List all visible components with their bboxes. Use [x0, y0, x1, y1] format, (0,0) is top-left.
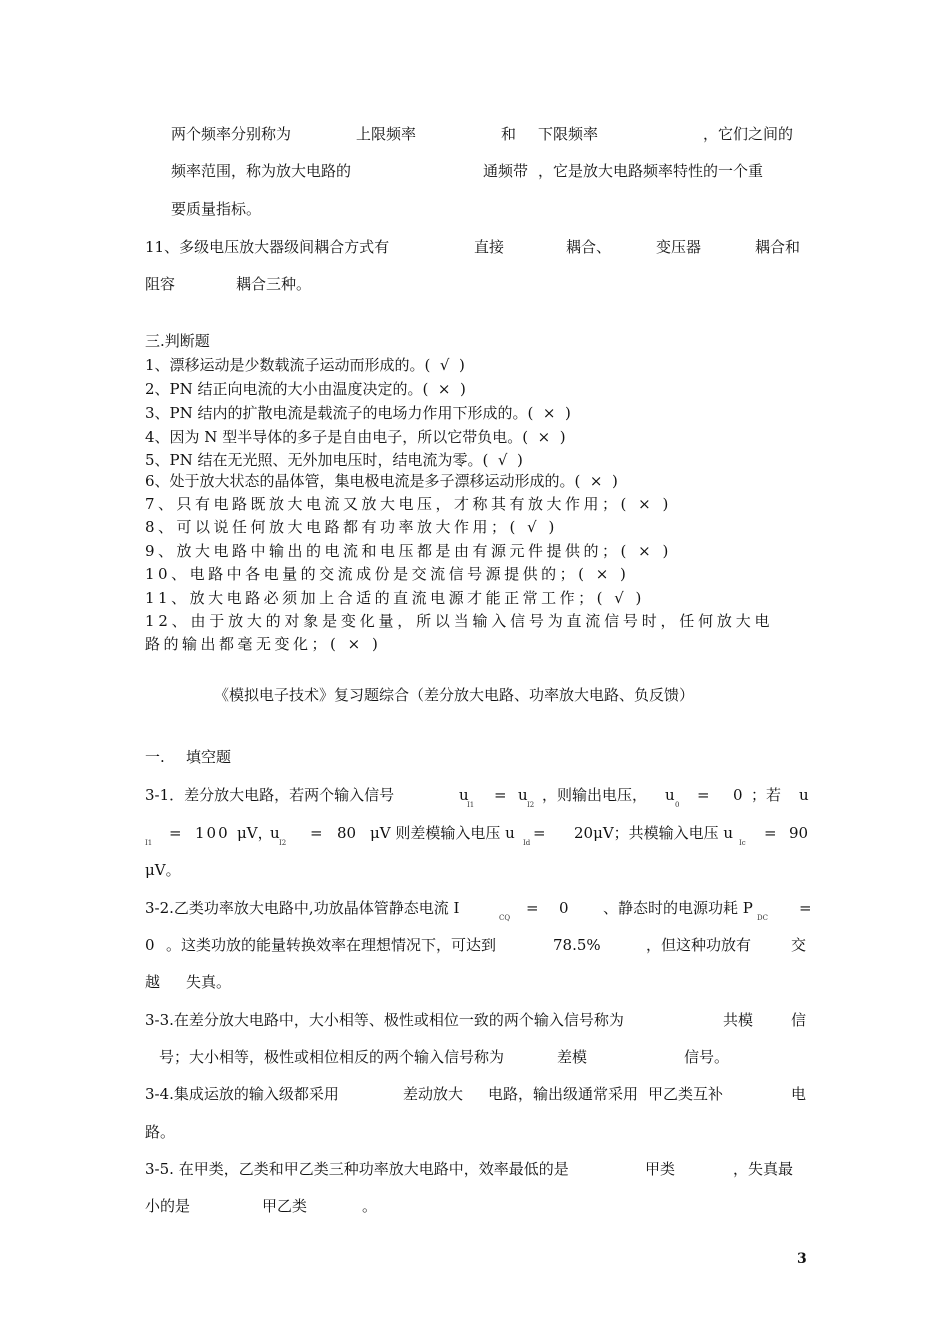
heading-label: 填空题 — [186, 748, 232, 766]
answer-text: 交 — [791, 936, 807, 954]
subscript: Ic — [739, 839, 746, 847]
judge-item: 11、放大电路必须加上合适的直流电源才能正常工作；( √ ) — [145, 589, 645, 607]
var-symbol: u — [665, 786, 675, 804]
subscript: I2 — [527, 801, 535, 809]
text-line: μV。 — [145, 861, 181, 879]
judge-item: 10、电路中各电量的交流成份是交流信号源提供的；( × ) — [145, 565, 630, 583]
judge-item: 1、漂移运动是少数载流子运动而形成的。( √ ) — [145, 356, 465, 374]
answer-text: 甲类 — [645, 1160, 676, 1178]
judge-item: 8、可以说任何放大电路都有功率放大作用；( √ ) — [145, 518, 558, 536]
answer-text: 直接 — [474, 238, 505, 256]
text-line: 两个频率分别称为 — [171, 125, 292, 143]
var-symbol: u — [799, 786, 809, 804]
text-line: μV 则差模输入电压 u — [370, 824, 515, 842]
text-line: 要质量指标。 — [171, 200, 262, 218]
text-line: 电路，输出级通常采用 — [488, 1085, 639, 1103]
heading-number: 一. — [145, 748, 165, 766]
judge-item: 2、PN 结正向电流的大小由温度决定的。( × ) — [145, 380, 466, 398]
answer-text: 共模 — [723, 1011, 754, 1029]
subscript: DC — [757, 914, 768, 922]
text-line: 、静态时的电源功耗 P — [603, 899, 753, 917]
judge-item: 3、PN 结内的扩散电流是载流子的电场力作用下形成的。( × ) — [145, 404, 571, 422]
answer-text: 变压器 — [656, 238, 702, 256]
page-title: 《模拟电子技术》复习题综合（差分放大电路、功率放大电路、负反馈） — [214, 686, 695, 704]
text-line: ，则输出电压， — [542, 786, 648, 804]
judge-item: 9、放大电路中输出的电流和电压都是由有源元件提供的；( × ) — [145, 542, 672, 560]
equals-sign: = — [697, 786, 710, 804]
text-line: 频率范围，称为放大电路的 — [171, 162, 352, 180]
answer-text: 阻容 — [145, 275, 176, 293]
answer-text: 100 — [195, 824, 230, 842]
equals-sign: = — [310, 824, 323, 842]
text-line: ，它是放大电路频率特性的一个重 — [538, 162, 764, 180]
answer-text: 90 — [789, 824, 809, 842]
answer-text: 差动放大 — [403, 1085, 464, 1103]
var-symbol: u — [518, 786, 528, 804]
subscript: 0 — [675, 801, 680, 809]
question-text: 3-4.集成运放的输入级都采用 — [145, 1085, 339, 1103]
judge-item: 12、由于放大的对象是变化量，所以当输入信号为直流信号时，任何放大电 — [145, 612, 774, 630]
answer-text: 0 — [733, 786, 743, 804]
subscript: I1 — [467, 801, 475, 809]
text-line: ；若 — [751, 786, 782, 804]
text-line: 信 — [791, 1011, 807, 1029]
text-line: 耦合、 — [566, 238, 612, 256]
text-line: 。这类功放的能量转换效率在理想情况下，可达到 — [166, 936, 497, 954]
equals-sign: = — [526, 899, 539, 917]
answer-text: 上限频率 — [356, 125, 417, 143]
answer-text: 甲乙类 — [262, 1197, 308, 1215]
judge-item: 路的输出都毫无变化；( × ) — [145, 635, 382, 653]
answer-text: 78.5% — [553, 936, 601, 954]
section-title: 三.判断题 — [145, 332, 210, 350]
answer-text: 通频带 — [483, 162, 529, 180]
answer-text: 失真。 — [186, 973, 232, 991]
question-text: 11、多级电压放大器级间耦合方式有 — [145, 238, 390, 256]
text-line: 和 — [501, 125, 517, 143]
equals-sign: = — [169, 824, 182, 842]
judge-item: 5、PN 结在无光照、无外加电压时，结电流为零。( √ ) — [145, 451, 523, 469]
equals-sign: = — [764, 824, 777, 842]
page-number: 3 — [797, 1251, 807, 1267]
text-line: 号；大小相等，极性或相位相反的两个输入信号称为 — [159, 1048, 505, 1066]
answer-text: 下限频率 — [538, 125, 599, 143]
text-line: ，失真最 — [733, 1160, 794, 1178]
judge-item: 4、因为 N 型半导体的多子是自由电子，所以它带负电。( × ) — [145, 428, 566, 446]
text-line: ，但这种功放有 — [646, 936, 752, 954]
judge-item: 7、只有电路既放大电流又放大电压，才称其有放大作用；( × ) — [145, 495, 672, 513]
question-text: 3-5. 在甲类，乙类和甲乙类三种功率放大电路中，效率最低的是 — [145, 1160, 569, 1178]
text-line: μV， — [237, 824, 273, 842]
text-line: 小的是 — [145, 1197, 191, 1215]
text-line: 耦合和 — [755, 238, 801, 256]
text-line: 。 — [362, 1197, 378, 1215]
question-text: 3-1．差分放大电路，若两个输入信号 — [145, 786, 395, 804]
equals-sign: = — [494, 786, 507, 804]
equals-sign: = — [533, 824, 546, 842]
answer-text: 差模 — [557, 1048, 588, 1066]
answer-text: 0 — [145, 936, 155, 954]
text-line: 电 — [791, 1085, 807, 1103]
answer-text: 甲乙类互补 — [648, 1085, 724, 1103]
subscript: CQ — [499, 914, 511, 922]
var-symbol: u — [459, 786, 469, 804]
answer-text: 0 — [559, 899, 569, 917]
judge-item: 6、处于放大状态的晶体管，集电极电流是多子漂移运动形成的。( × ) — [145, 472, 618, 490]
equals-sign: = — [799, 899, 812, 917]
answer-text: 80 — [337, 824, 357, 842]
var-symbol: u — [270, 824, 280, 842]
text-line: 耦合三种。 — [236, 275, 312, 293]
question-text: 3-3.在差分放大电路中，大小相等、极性或相位一致的两个输入信号称为 — [145, 1011, 624, 1029]
answer-text: 越 — [145, 973, 161, 991]
text-line: 路。 — [145, 1123, 176, 1141]
subscript: Id — [523, 839, 531, 847]
text-line: ，它们之间的 — [703, 125, 794, 143]
subscript: I1 — [145, 839, 153, 847]
text-line: 信号。 — [684, 1048, 730, 1066]
text-line: 20μV；共模输入电压 u — [574, 824, 734, 842]
question-text: 3-2.乙类功率放大电路中,功放晶体管静态电流 I — [145, 899, 460, 917]
subscript: I2 — [279, 839, 287, 847]
